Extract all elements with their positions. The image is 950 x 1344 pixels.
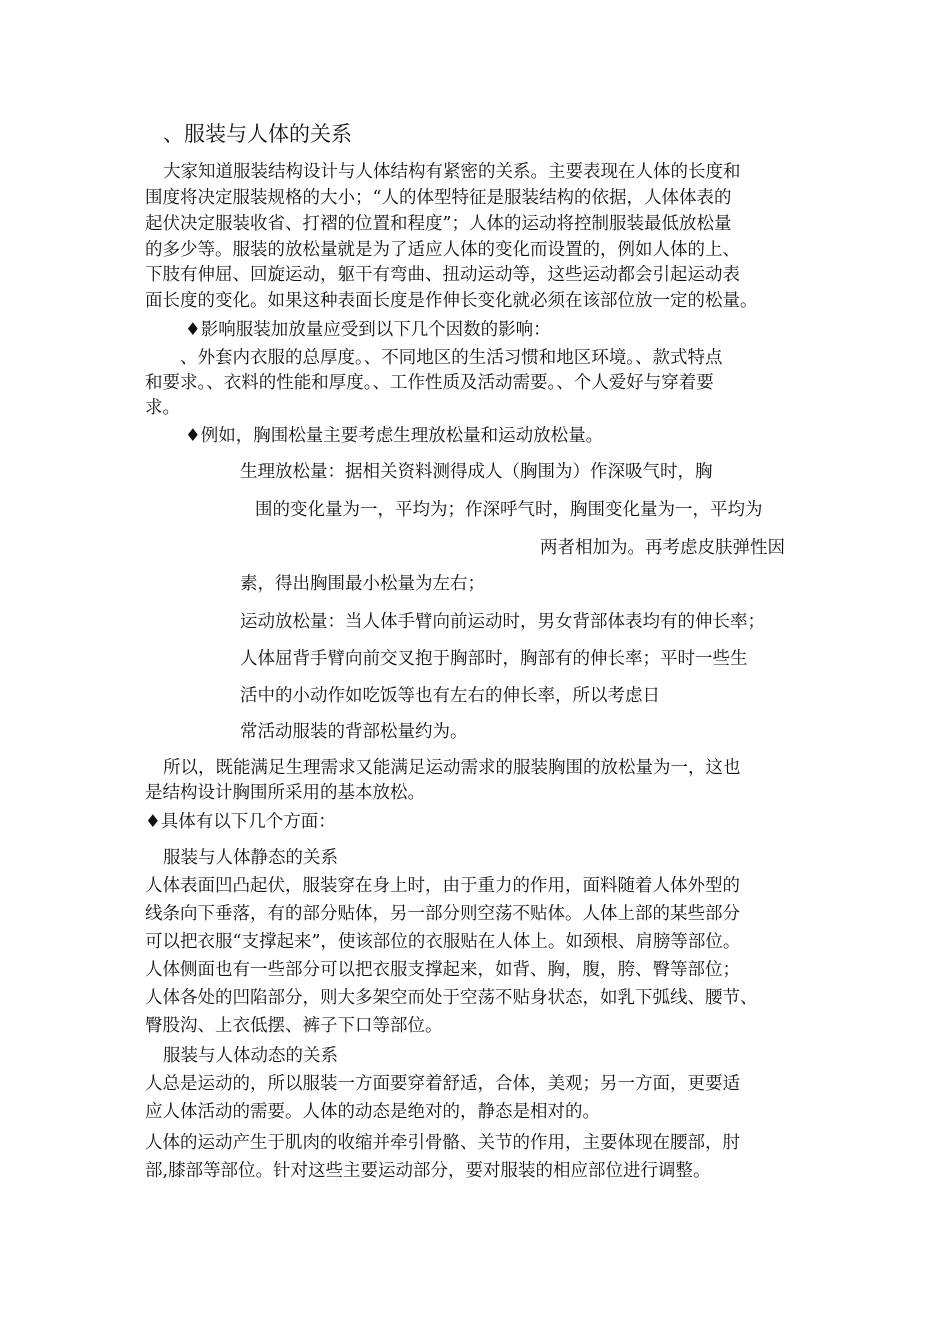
factors-line: 、外套内衣服的总厚度。、不同地区的生活习惯和地区环境。、款式特点	[180, 348, 723, 368]
intro-line: 大家知道服装结构设计与人体结构有紧密的关系。主要表现在人体的长度和	[163, 162, 741, 182]
static-line: 人体侧面也有一些部分可以把衣服支撑起来，如背、胸，腹，胯、臀等部位；	[145, 960, 740, 980]
dynamic-line: 人总是运动的，所以服装一方面要穿着舒适，合体，美观；另一方面，更要适	[145, 1074, 740, 1094]
dynamic-heading: 服装与人体动态的关系	[163, 1046, 338, 1066]
static-line: 臀股沟、上衣低摆、裤子下口等部位。	[145, 1016, 443, 1036]
motion-line: 活中的小动作如吃饭等也有左右的伸长率，所以考虑日	[240, 686, 660, 706]
static-heading: 服装与人体静态的关系	[163, 848, 338, 868]
example-heading: ♦例如，胸围松量主要考虑生理放松量和运动放松量。	[185, 426, 604, 446]
dynamic-line: 人体的运动产生于肌肉的收缩并牵引骨骼、关节的作用，主要体现在腰部，肘	[145, 1133, 740, 1153]
physio-line: 两者相加为。再考虑皮肤弹性因	[540, 538, 785, 558]
intro-line: 围度将决定服装规格的大小；“人的体型特征是服装结构的依据，人体体表的	[145, 188, 732, 208]
physio-line: 素，得出胸围最小松量为左右；	[240, 574, 485, 594]
static-line: 人体表面凹凸起伏，服装穿在身上时，由于重力的作用，面料随着人体外型的	[145, 876, 740, 896]
aspects-heading: ♦具体有以下几个方面：	[145, 812, 336, 832]
conclusion-line: 所以，既能满足生理需求又能满足运动需求的服装胸围的放松量为一，这也	[163, 758, 741, 778]
physio-line: 围的变化量为一，平均为；作深呼气时，胸围变化量为一，平均为	[255, 500, 763, 520]
intro-line: 起伏决定服装收省、打褶的位置和程度”；人体的运动将控制服装最低放松量	[145, 214, 732, 234]
static-line: 线条向下垂落，有的部分贴体，另一部分则空荡不贴体。人体上部的某些部分	[145, 904, 740, 924]
physio-line: 生理放松量：据相关资料测得成人（胸围为）作深吸气时，胸	[240, 462, 713, 482]
motion-line: 人体屈背手臂向前交叉抱于胸部时，胸部有的伸长率；平时一些生	[240, 649, 748, 669]
factors-heading: ♦影响服装加放量应受到以下几个因数的影响：	[185, 320, 551, 340]
intro-line: 下肢有伸屈、回旋运动，躯干有弯曲、扭动运动等，这些运动都会引起运动表	[145, 265, 740, 285]
motion-line: 常活动服装的背部松量约为。	[240, 722, 468, 742]
intro-line: 面长度的变化。如果这种表面长度是作伸长变化就必须在该部位放一定的松量。	[145, 291, 758, 311]
factors-line: 和要求。、衣料的性能和厚度。、工作性质及活动需要。、个人爱好与穿着要	[145, 373, 714, 393]
intro-line: 的多少等。服装的放松量就是为了适应人体的变化而设置的，例如人体的上、	[145, 240, 740, 260]
page-title: 、服装与人体的关系	[163, 122, 352, 146]
static-line: 人体各处的凹陷部分，则大多架空而处于空荡不贴身状态，如乳下弧线、腰节、	[145, 988, 758, 1008]
conclusion-line: 是结构设计胸围所采用的基本放松。	[145, 783, 425, 803]
static-line: 可以把衣服“支撑起来”，使该部位的衣服贴在人体上。如颈根、肩膀等部位。	[145, 932, 741, 952]
motion-line: 运动放松量：当人体手臂向前运动时，男女背部体表均有的伸长率；	[240, 612, 765, 632]
dynamic-line: 应人体活动的需要。人体的动态是绝对的，静态是相对的。	[145, 1102, 600, 1122]
factors-line: 求。	[145, 398, 180, 418]
dynamic-line: 部,膝部等部位。针对这些主要运动部分，要对服装的相应部位进行调整。	[145, 1161, 711, 1181]
